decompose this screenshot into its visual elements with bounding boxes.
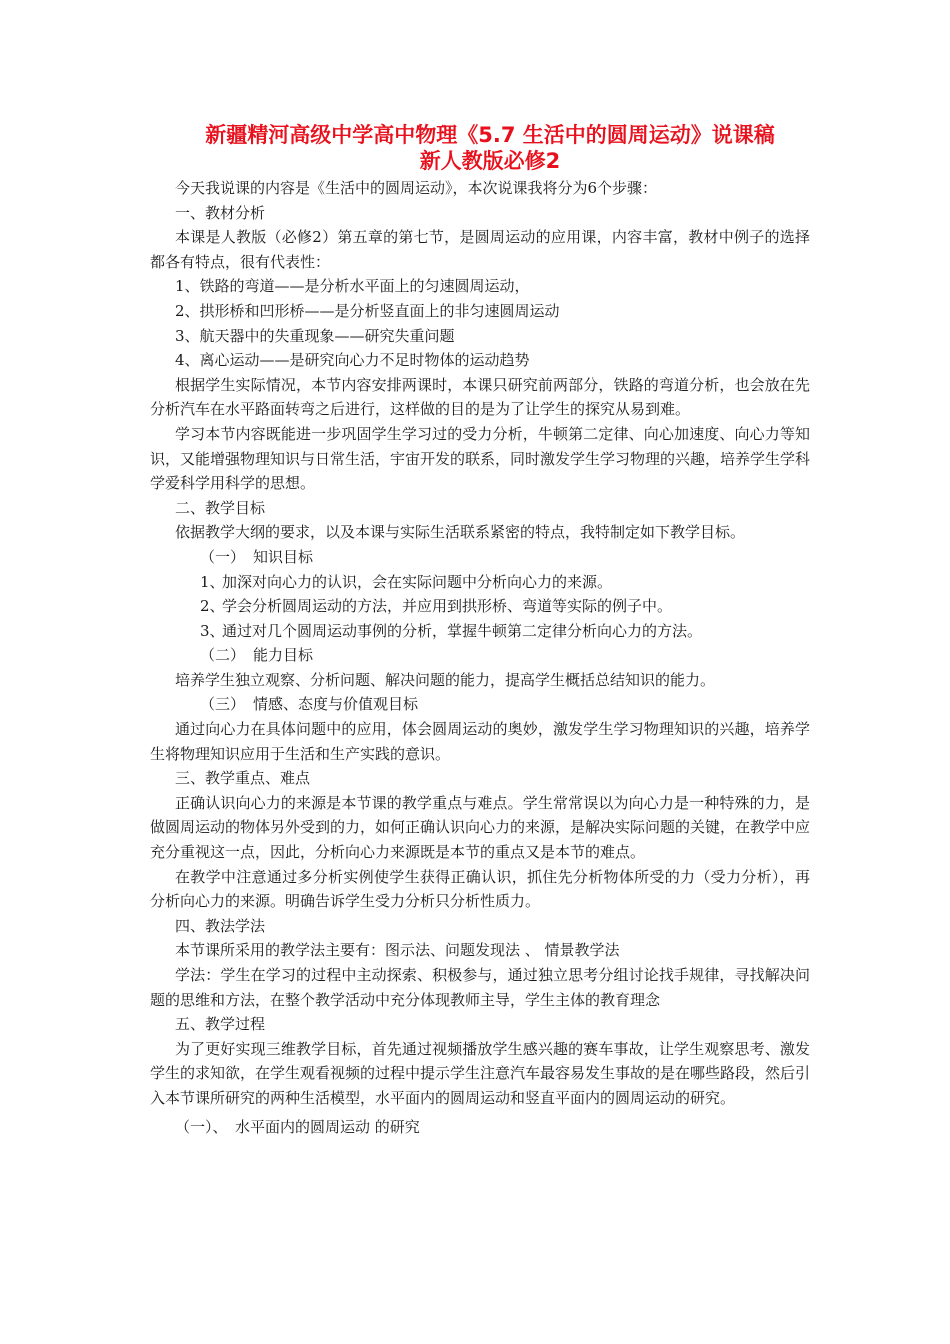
list-item: 3、航天器中的失重现象——研究失重问题 (175, 326, 455, 345)
section-heading-3: 三、教学重点、难点 (175, 769, 311, 788)
section-heading-1: 一、教材分析 (175, 203, 266, 222)
doc-title-line2: 新人教版必修2 (419, 149, 561, 173)
subsection-heading (150, 545, 810, 570)
goal-text: 通过对几个圆周运动事例的分析，掌握牛顿第二定律分析向心力的方法。 (222, 621, 703, 640)
goal-number: 3、 (200, 621, 225, 640)
paragraph: 在教学中注意通过多分析实例使学生获得正确认识，抓住先分析物体所受的力（受力分析），再分析向心力的来源。明确告诉学生受力分析只分析性质力。 (150, 867, 810, 911)
list-item: 1、铁路的弯道——是分析水平面上的匀速圆周运动， (175, 277, 530, 296)
subsection-heading (150, 692, 810, 717)
paragraph: 正确认识向心力的来源是本节课的教学重点与难点。学生常常误以为向心力是一种特殊的力，是做圆周运动的物体另外受到的力，如何正确认识向心力的来源，是解决实际问题的关键，在教学中应充分重视这一点，因此，分析向心力来源既是本节的重点又是本节的难点。 (150, 793, 811, 862)
paragraph: 本课是人教版（必修2）第五章的第七节，是圆周运动的应用课，内容丰富，教材中例子的选择都各有特点，很有代表性： (150, 228, 810, 271)
intro-paragraph: 今天我说课的内容是《生活中的圆周运动》，本次说课我将分为6个步骤： (175, 179, 658, 197)
goal-number: 2、 (200, 597, 225, 616)
paragraph: 通过向心力在具体问题中的应用，体会圆周运动的奥妙，激发学生学习物理知识的兴趣，培养学生将物理知识应用于生活和生产实践的意识。 (150, 720, 810, 763)
doc-title-line1: 新疆精河高级中学高中物理《5.7 生活中的圆周运动》说课稿 (205, 123, 775, 147)
paragraph: 学习本节内容既能进一步巩固学生学习过的受力分析，牛顿第二定律、向心加速度、向心力等知识，又能增强物理知识与日常生活，宇宙开发的联系，同时激发学生学习物理的兴趣，培养学生学科学爱科学用科学的思想。 (150, 424, 811, 493)
paragraph: 根据学生实际情况，本节内容安排两课时，本课只研究前两部分，铁路的弯道分析，也会放在先分析汽车在水平路面转弯之后进行，这样做的目的是为了让学生的探究从易到难。 (150, 375, 810, 419)
subsection-label: 能力目标 (253, 646, 314, 665)
goal-text: 加深对向心力的认识，会在实际问题中分析向心力的来源。 (222, 572, 613, 591)
goal-item (150, 619, 810, 644)
subsection-number: （一） (200, 547, 246, 566)
subsection-number: （三） (200, 695, 246, 714)
section-heading-5: 五、教学过程 (175, 1015, 266, 1034)
doc-body (150, 176, 810, 1139)
list-item: 2、拱形桥和凹形桥——是分析竖直面上的非匀速圆周运动 (175, 301, 560, 320)
section-heading-4: 四、教法学法 (175, 916, 266, 935)
list-item: 4、离心运动——是研究向心力不足时物体的运动趋势 (175, 351, 530, 370)
subsection-heading (150, 643, 810, 668)
goal-item (150, 570, 810, 595)
paragraph: 为了更好实现三维教学目标，首先通过视频播放学生感兴趣的赛车事故，让学生观察思考、激发学生的求知欲，在学生观看视频的过程中提示学生注意汽车最容易发生事故的是在哪些路段，然后引入本节课所研究的两种生活模型，水平面内的圆周运动和竖直平面内的圆周运动的研究。 (150, 1039, 811, 1107)
section-heading-2: 二、教学目标 (175, 498, 266, 517)
paragraph: 依据教学大纲的要求，以及本课与实际生活联系紧密的特点，我特制定如下教学目标。 (175, 523, 746, 542)
goal-item (150, 594, 810, 619)
subsection-heading: （一）、 水平面内的圆周运动 的研究 (175, 1117, 420, 1136)
subsection-label: 情感、态度与价值观目标 (253, 695, 419, 714)
goal-number: 1、 (200, 572, 225, 591)
paragraph: 培养学生独立观察、分析问题、解决问题的能力，提高学生概括总结知识的能力。 (175, 670, 716, 689)
goal-text: 学会分析圆周运动的方法，并应用到拱形桥、弯道等实际的例子中。 (222, 597, 673, 616)
subsection-number: （二） (200, 646, 246, 665)
subsection-label: 知识目标 (253, 547, 314, 566)
paragraph: 本节课所采用的教学法主要有：图示法、问题发现法 、 情景教学法 (175, 941, 620, 960)
paragraph: 学法：学生在学习的过程中主动探索、积极参与，通过独立思考分组讨论找手规律，寻找解决问题的思维和方法，在整个教学活动中充分体现教师主导，学生主体的教育理念 (150, 966, 810, 1009)
